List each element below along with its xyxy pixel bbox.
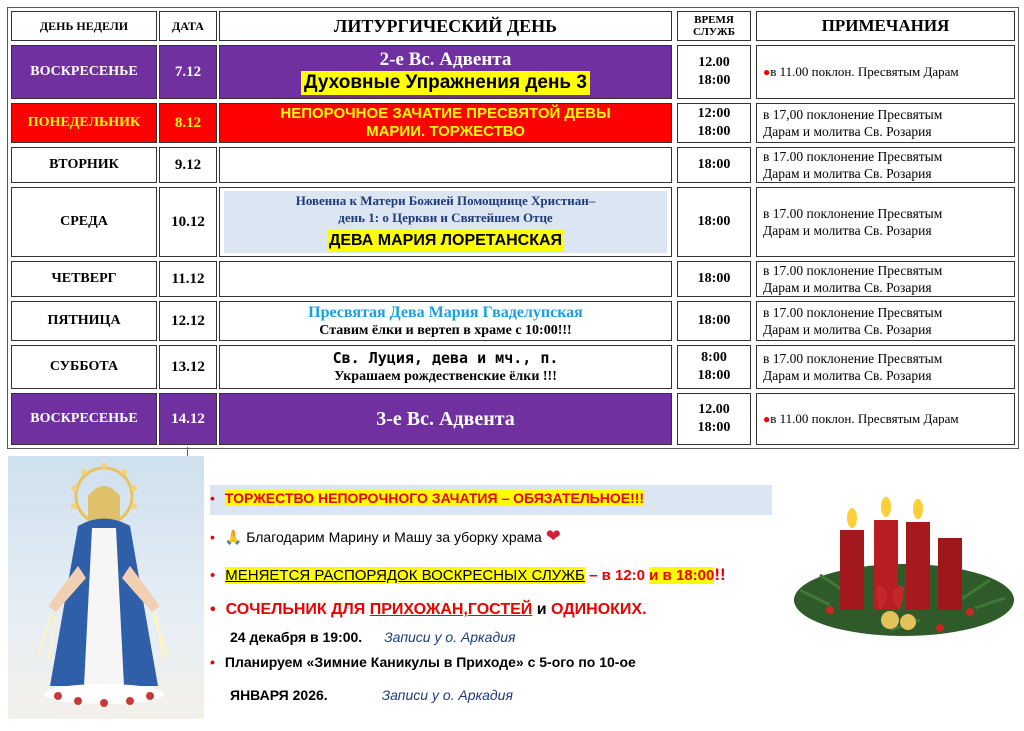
- row-1-notes: ●в 11.00 поклон. Пресвятым Дарам: [756, 45, 1015, 99]
- row-6-date: 12.12: [159, 301, 217, 341]
- row-3-notes: в 17.00 поклонение Пресвятым Дарам и молитва Св. Розария: [756, 147, 1015, 183]
- row-5-notes: в 17.00 поклонение Пресвятым Дарам и молитва Св. Розария: [756, 261, 1015, 297]
- row-1-times: 12.00 18:00: [677, 45, 751, 99]
- header-date: ДАТА: [159, 11, 217, 41]
- row-6-times: 18:00: [677, 301, 751, 341]
- row-1-liturgical: 2-е Вс. Адвента Духовные Упражнения день 3: [219, 45, 672, 99]
- header-notes: ПРИМЕЧАНИЯ: [756, 11, 1015, 41]
- row-4-liturgical: [219, 187, 672, 257]
- row-7-notes: в 17.00 поклонение Пресвятым Дарам и молитва Св. Розария: [756, 345, 1015, 389]
- row-1-date: 7.12: [159, 45, 217, 99]
- header-liturgical: ЛИТУРГИЧЕСКИЙ ДЕНЬ: [219, 11, 672, 41]
- row-6-notes: в 17.00 поклонение Пресвятым Дарам и молитва Св. Розария: [756, 301, 1015, 341]
- bullet-icon: •: [210, 601, 216, 618]
- row-7-times: 8:00 18:00: [677, 345, 751, 389]
- announcement-2: • 🙏 Благодарим Марину и Машу за уборку храма ❤: [210, 526, 561, 546]
- row-2-date: 8.12: [159, 103, 217, 143]
- schedule-table: [7, 7, 1019, 449]
- header-day: ДЕНЬ НЕДЕЛИ: [11, 11, 157, 41]
- bullet-icon: ●: [763, 65, 771, 79]
- row-8-liturgical: 3-е Вс. Адвента: [219, 393, 672, 445]
- row-3-times: 18:00: [677, 147, 751, 183]
- row-5-date: 11.12: [159, 261, 217, 297]
- announcement-5: • Планируем «Зимние Каникулы в Приходе» с 5-ого по 10-ое: [210, 654, 636, 670]
- row-8-day: ВОСКРЕСЕНЬЕ: [11, 393, 157, 445]
- novena-box: Новенна к Матери Божией Помощнице Христиан– день 1: о Церкви и Святейшем Отце ДЕВА МАРИЯ ЛОРЕТАНСКАЯ: [224, 191, 667, 253]
- row-4-notes: в 17.00 поклонение Пресвятым Дарам и молитва Св. Розария: [756, 187, 1015, 257]
- praying-hands-icon: 🙏: [224, 529, 243, 545]
- row-2-day: ПОНЕДЕЛЬНИК: [11, 103, 157, 143]
- advent-wreath-image: [790, 480, 1018, 645]
- announcement-3: • МЕНЯЕТСЯ РАСПОРЯДОК ВОСКРЕСНЫХ СЛУЖБ – в 12:0 и в 18:00!!: [210, 565, 726, 584]
- bullet-icon: •: [210, 654, 215, 670]
- row-8-notes: ●в 11.00 поклон. Пресвятым Дарам: [756, 393, 1015, 445]
- row-8-times: 12.00 18:00: [677, 393, 751, 445]
- row-3-liturgical: [219, 147, 672, 183]
- row-3-date: 9.12: [159, 147, 217, 183]
- row-6-day: ПЯТНИЦА: [11, 301, 157, 341]
- virgin-mary-icon: [8, 456, 204, 719]
- row-7-day: СУББОТА: [11, 345, 157, 389]
- row-1-day: ВОСКРЕСЕНЬЕ: [11, 45, 157, 99]
- bullet-icon: •: [210, 529, 215, 545]
- announcement-4-date: 24 декабря в 19:00. Записи у о. Аркадия: [230, 629, 516, 645]
- bullet-icon: ●: [763, 412, 771, 426]
- advent-candles-icon: [790, 480, 1018, 645]
- row-4-date: 10.12: [159, 187, 217, 257]
- heart-icon: ❤: [545, 526, 561, 546]
- row-3-day: ВТОРНИК: [11, 147, 157, 183]
- row-5-day: ЧЕТВЕРГ: [11, 261, 157, 297]
- row-7-date: 13.12: [159, 345, 217, 389]
- bullet-icon: •: [210, 567, 216, 584]
- virgin-mary-image: [8, 456, 204, 719]
- row-2-times: 12:00 18:00: [677, 103, 751, 143]
- announcement-1: • ТОРЖЕСТВО НЕПОРОЧНОГО ЗАЧАТИЯ – ОБЯЗАТЕЛЬНОЕ!!!: [210, 490, 645, 506]
- row-7-liturgical: Св. Луция, дева и мч., п. Украшаем рождественские ёлки !!!: [219, 345, 672, 389]
- row-5-liturgical: [219, 261, 672, 297]
- row-2-notes: в 17,00 поклонение Пресвятым Дарам и молитва Св. Розария: [756, 103, 1015, 143]
- row-4-day: СРЕДА: [11, 187, 157, 257]
- row-8-date: 14.12: [159, 393, 217, 445]
- announcement-5-cont: ЯНВАРЯ 2026. Записи у о. Аркадия: [230, 687, 513, 703]
- row-6-liturgical: Пресвятая Дева Мария Гваделупская Ставим ёлки и вертеп в храме с 10:00!!!: [219, 301, 672, 341]
- bullet-icon: •: [210, 490, 215, 506]
- row-5-times: 18:00: [677, 261, 751, 297]
- row-2-liturgical: НЕПОРОЧНОЕ ЗАЧАТИЕ ПРЕСВЯТОЙ ДЕВЫ МАРИИ. ТОРЖЕСТВО: [219, 103, 672, 143]
- header-times: ВРЕМЯ СЛУЖБ: [677, 11, 751, 41]
- row-4-times: 18:00: [677, 187, 751, 257]
- announcement-4: • СОЧЕЛЬНИК ДЛЯ ПРИХОЖАН,ГОСТЕЙ и ОДИНОКИХ.: [210, 601, 647, 618]
